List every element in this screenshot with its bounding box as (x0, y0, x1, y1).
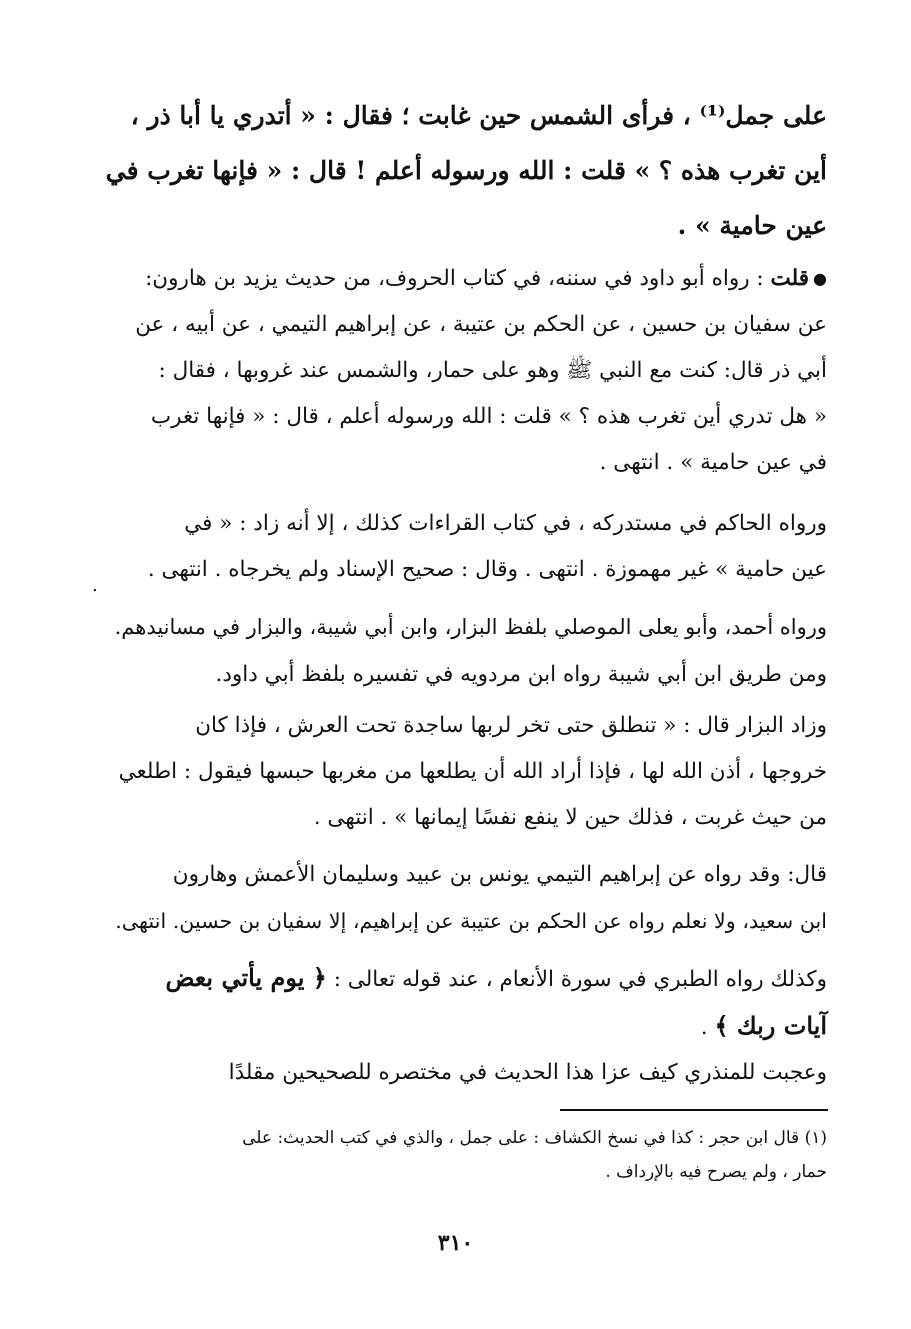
paragraph-line: ومن طريق ابن أبي شيبة رواه ابن مردويه في تفسيره بلفظ أبي داود. (215, 662, 827, 687)
paragraph-bazzar (100, 703, 827, 841)
paragraph-line (100, 955, 827, 1003)
paragraph-line: قال: وقد رواه عن إبراهيم التيمي يونس بن عبيد وسليمان الأعمش وهارون (172, 862, 827, 887)
hadith-line: على جمل⁽¹⁾ ، فرأى الشمس حين غابت ؛ فقال : « أتدري يا أبا ذر ، (130, 101, 827, 130)
footnote-line: حمار ، ولم يصرح فيه بالإرداف . (605, 1162, 827, 1182)
quran-verse: آيات ربك ﴾ (714, 1011, 827, 1040)
footnote (100, 1121, 827, 1189)
stray-mark: . (92, 575, 98, 596)
paragraph-tabari (100, 955, 827, 1051)
paragraph-line: خروجها ، أذن الله لها ، فإذا أراد الله أن يطلعها من مغربها حبسها فيقول : اطلعي (118, 759, 827, 784)
paragraph-first-line (100, 256, 827, 302)
paragraph-text: : رواه أبو داود في سننه، في كتاب الحروف، من حديث يزيد بن هارون: (145, 266, 771, 291)
paragraph-line: وعجبت للمنذري كيف عزا هذا الحديث في مختصره للصحيحين مقلدًا (228, 1060, 827, 1085)
hadith-line: عين حامية » . (677, 211, 827, 240)
paragraph-line: عن سفيان بن حسين ، عن الحكم بن عتيبة ، عن إبراهيم التيمي ، عن أبيه ، عن (135, 312, 827, 337)
hadith-line: أين تغرب هذه ؟ » قلت : الله ورسوله أعلم ! قال : « فإنها تغرب في (105, 156, 827, 185)
paragraph-line (100, 1003, 827, 1051)
paragraph-text: . (700, 1015, 715, 1040)
paragraph-line: ورواه الحاكم في مستدركه ، في كتاب القراءات كذلك ، إلا أنه زاد : « في (184, 511, 827, 536)
paragraph-line: ابن سعيد، ولا نعلم رواه عن الحكم بن عتيبة عن إبراهيم، إلا سفيان بن حسين. انتهى. (115, 909, 827, 933)
paragraph-text: وكذلك رواه الطبري في سورة الأنعام ، عند قوله تعالى : (326, 967, 827, 992)
paragraph-line: ورواه أحمد، وأبو يعلى الموصلي بلفظ البزار، وابن أبي شيبة، والبزار في مسانيدهم. (114, 615, 827, 639)
page-number: ٣١٠ (437, 1230, 474, 1256)
hadith-block (100, 88, 827, 253)
paragraph-line: من حيث غربت ، فذلك حين لا ينفع نفسًا إيمانها » . انتهى . (313, 805, 827, 830)
paragraph-narrators (100, 852, 827, 944)
bullet-icon: ● (813, 269, 827, 288)
paragraph-ahmad (100, 604, 827, 650)
footnote-line: (١) قال ابن حجر : كذا في نسخ الكشاف : على جمل ، والذي في كتب الحديث: على (242, 1128, 827, 1148)
paragraph-line: في عين حامية » . انتهى . (599, 450, 827, 475)
paragraph-line: « هل تدري أين تغرب هذه ؟ » قلت : الله ورسوله أعلم ، قال : « فإنها تغرب (150, 404, 827, 429)
paragraph-line: أبي ذر قال: كنت مع النبي ﷺ وهو على حمار، والشمس عند غروبها ، فقال : (158, 358, 827, 383)
paragraph-ibn-mardawayh (100, 652, 827, 698)
paragraph-abu-dawud (100, 256, 827, 486)
paragraph-mundhiri (100, 1050, 827, 1096)
paragraph-hakim (100, 501, 827, 593)
paragraph-line: عين حامية » غير مهموزة . انتهى . وقال : صحيح الإسناد ولم يخرجاه . انتهى . (147, 557, 827, 582)
footnote-divider (560, 1109, 828, 1111)
quran-verse: ﴿ يوم يأتي بعض (165, 963, 327, 992)
lead-word: قلت (770, 266, 810, 291)
paragraph-line: وزاد البزار قال : « تنطلق حتى تخر لربها ساجدة تحت العرش ، فإذا كان (195, 713, 827, 738)
